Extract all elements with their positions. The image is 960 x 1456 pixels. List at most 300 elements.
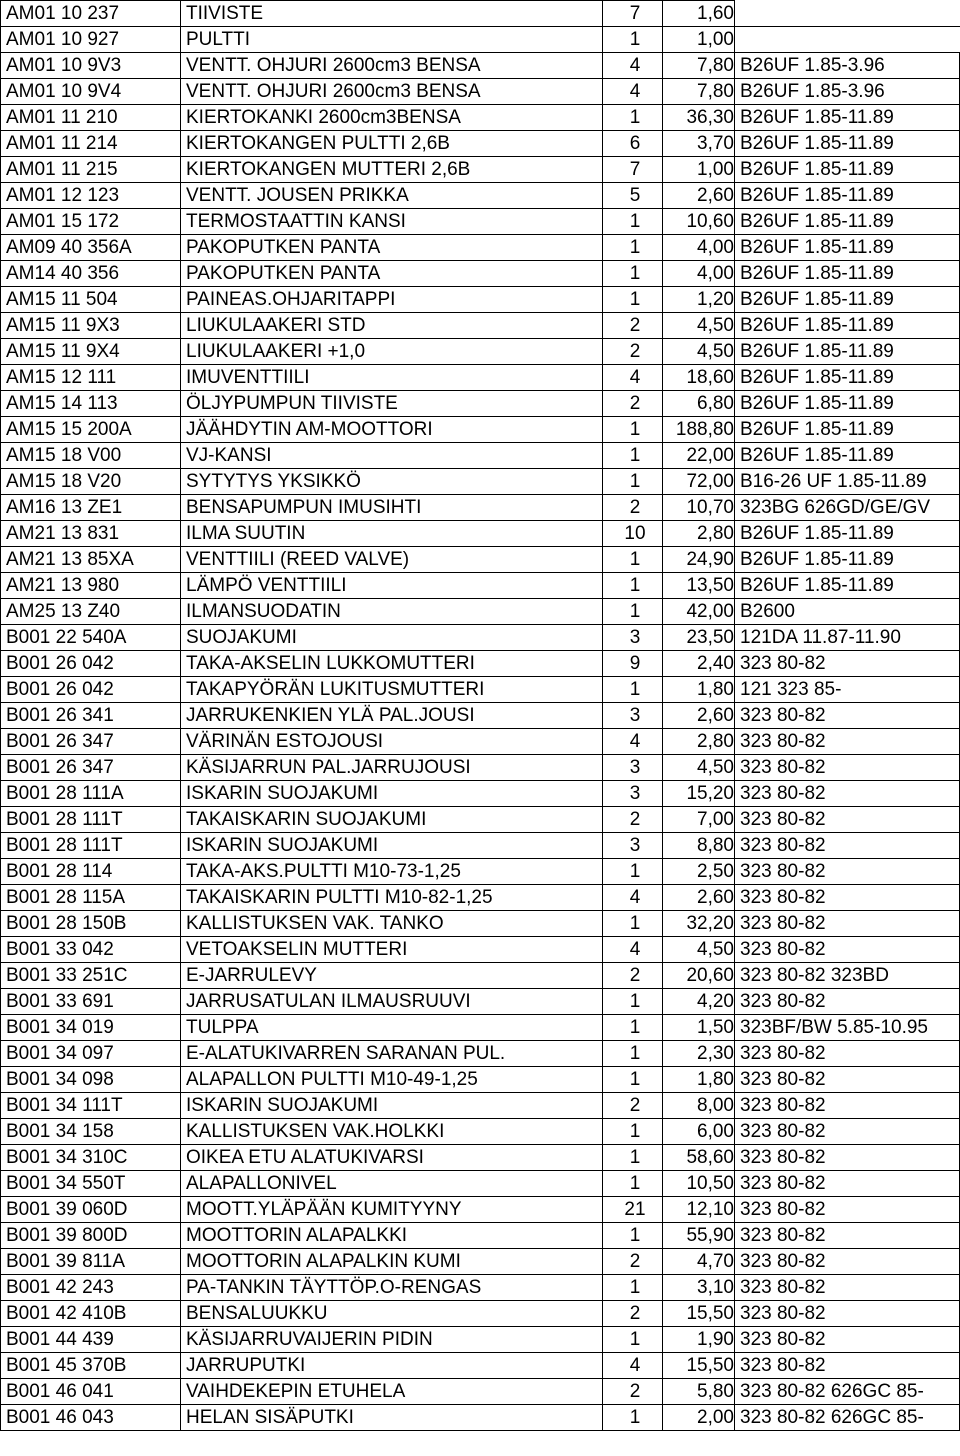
price-cell: 22,00 (663, 443, 735, 469)
table-row (1, 1067, 960, 1093)
quantity-cell: 1 (603, 1405, 663, 1431)
part-name-cell: KIERTOKANKI 2600cm3BENSA (181, 105, 603, 131)
table-row (1, 807, 960, 833)
table-row (1, 1379, 960, 1405)
table-row (1, 1301, 960, 1327)
part-number-cell: B001 39 811A (1, 1249, 181, 1275)
table-row (1, 391, 960, 417)
price-cell: 20,60 (663, 963, 735, 989)
price-cell: 10,50 (663, 1171, 735, 1197)
price-cell: 6,80 (663, 391, 735, 417)
table-row (1, 729, 960, 755)
part-name-cell: TIIVISTE (181, 1, 603, 27)
table-row (1, 339, 960, 365)
part-name-cell: BENSAPUMPUN IMUSIHTI (181, 495, 603, 521)
part-number-cell: B001 26 341 (1, 703, 181, 729)
model-note-cell: 323 80-82 (735, 703, 960, 729)
part-number-cell: B001 42 243 (1, 1275, 181, 1301)
model-note-cell: B26UF 1.85-3.96 (735, 53, 960, 79)
price-cell: 8,80 (663, 833, 735, 859)
part-number-cell: B001 26 042 (1, 677, 181, 703)
price-cell: 4,00 (663, 235, 735, 261)
model-note-cell: B26UF 1.85-11.89 (735, 235, 960, 261)
table-row (1, 781, 960, 807)
model-note-cell: 323 80-82 626GC 85- (735, 1379, 960, 1405)
quantity-cell: 1 (603, 27, 663, 53)
part-name-cell: E-JARRULEVY (181, 963, 603, 989)
part-number-cell: B001 34 019 (1, 1015, 181, 1041)
part-name-cell: JARRUSATULAN ILMAUSRUUVI (181, 989, 603, 1015)
part-name-cell: PULTTI (181, 27, 603, 53)
model-note-cell: 323 80-82 (735, 729, 960, 755)
parts-table-body (1, 1, 960, 1431)
model-note-cell: 323 80-82 (735, 1223, 960, 1249)
model-note-cell: B26UF 1.85-11.89 (735, 131, 960, 157)
quantity-cell: 3 (603, 625, 663, 651)
quantity-cell: 2 (603, 1379, 663, 1405)
price-cell: 4,20 (663, 989, 735, 1015)
price-cell: 24,90 (663, 547, 735, 573)
table-row (1, 599, 960, 625)
table-row (1, 209, 960, 235)
part-number-cell: B001 26 042 (1, 651, 181, 677)
quantity-cell: 2 (603, 391, 663, 417)
quantity-cell: 1 (603, 573, 663, 599)
quantity-cell: 2 (603, 963, 663, 989)
part-name-cell: HELAN SISÄPUTKI (181, 1405, 603, 1431)
model-note-cell: B26UF 1.85-11.89 (735, 573, 960, 599)
model-note-cell: 323 80-82 (735, 859, 960, 885)
quantity-cell: 1 (603, 417, 663, 443)
part-number-cell: B001 45 370B (1, 1353, 181, 1379)
table-row (1, 703, 960, 729)
model-note-cell: 323 80-82 (735, 911, 960, 937)
table-row (1, 755, 960, 781)
part-name-cell: VENTT. OHJURI 2600cm3 BENSA (181, 79, 603, 105)
model-note-cell: B26UF 1.85-11.89 (735, 157, 960, 183)
model-note-cell: B16-26 UF 1.85-11.89 (735, 469, 960, 495)
table-row (1, 443, 960, 469)
part-number-cell: AM14 40 356 (1, 261, 181, 287)
price-cell: 2,80 (663, 729, 735, 755)
part-name-cell: VÄRINÄN ESTOJOUSI (181, 729, 603, 755)
price-cell: 42,00 (663, 599, 735, 625)
table-row (1, 1171, 960, 1197)
price-cell: 2,60 (663, 885, 735, 911)
model-note-cell: B26UF 1.85-11.89 (735, 183, 960, 209)
model-note-cell: 323BG 626GD/GE/GV (735, 495, 960, 521)
quantity-cell: 2 (603, 313, 663, 339)
part-name-cell: ISKARIN SUOJAKUMI (181, 1093, 603, 1119)
price-cell: 7,80 (663, 79, 735, 105)
table-row (1, 183, 960, 209)
price-cell: 1,50 (663, 1015, 735, 1041)
table-row (1, 417, 960, 443)
table-row (1, 1405, 960, 1431)
part-name-cell: KALLISTUKSEN VAK.HOLKKI (181, 1119, 603, 1145)
part-name-cell: LIUKULAAKERI STD (181, 313, 603, 339)
part-number-cell: B001 33 691 (1, 989, 181, 1015)
model-note-cell: 323 80-82 (735, 755, 960, 781)
part-number-cell: B001 34 550T (1, 1171, 181, 1197)
price-cell: 15,50 (663, 1353, 735, 1379)
quantity-cell: 4 (603, 937, 663, 963)
model-note-cell: 323 80-82 (735, 1041, 960, 1067)
table-row (1, 859, 960, 885)
part-name-cell: TAKA-AKSELIN LUKKOMUTTERI (181, 651, 603, 677)
part-number-cell: B001 44 439 (1, 1327, 181, 1353)
quantity-cell: 7 (603, 1, 663, 27)
price-cell: 55,90 (663, 1223, 735, 1249)
part-number-cell: B001 28 114 (1, 859, 181, 885)
table-row (1, 833, 960, 859)
table-row (1, 287, 960, 313)
part-name-cell: ILMANSUODATIN (181, 599, 603, 625)
part-number-cell: B001 34 158 (1, 1119, 181, 1145)
part-number-cell: B001 28 150B (1, 911, 181, 937)
model-note-cell: B26UF 1.85-11.89 (735, 261, 960, 287)
price-cell: 2,50 (663, 859, 735, 885)
part-number-cell: AM21 13 980 (1, 573, 181, 599)
part-name-cell: PAINEAS.OHJARITAPPI (181, 287, 603, 313)
part-name-cell: PAKOPUTKEN PANTA (181, 235, 603, 261)
quantity-cell: 1 (603, 1275, 663, 1301)
table-row (1, 1015, 960, 1041)
price-cell: 5,80 (663, 1379, 735, 1405)
quantity-cell: 6 (603, 131, 663, 157)
table-row (1, 1197, 960, 1223)
quantity-cell: 2 (603, 339, 663, 365)
part-number-cell: AM15 11 9X3 (1, 313, 181, 339)
part-number-cell: AM01 10 9V3 (1, 53, 181, 79)
price-cell: 1,20 (663, 287, 735, 313)
table-row (1, 235, 960, 261)
table-row (1, 1041, 960, 1067)
part-name-cell: VENTT. OHJURI 2600cm3 BENSA (181, 53, 603, 79)
part-name-cell: ALAPALLON PULTTI M10-49-1,25 (181, 1067, 603, 1093)
quantity-cell: 4 (603, 729, 663, 755)
table-row (1, 469, 960, 495)
quantity-cell: 1 (603, 1067, 663, 1093)
part-number-cell: AM01 10 237 (1, 1, 181, 27)
model-note-cell: 323 80-82 (735, 807, 960, 833)
part-name-cell: TERMOSTAATTIN KANSI (181, 209, 603, 235)
part-name-cell: SUOJAKUMI (181, 625, 603, 651)
part-name-cell: ÖLJYPUMPUN TIIVISTE (181, 391, 603, 417)
part-number-cell: B001 46 043 (1, 1405, 181, 1431)
price-cell: 7,00 (663, 807, 735, 833)
price-cell: 32,20 (663, 911, 735, 937)
model-note-cell: 323 80-82 (735, 833, 960, 859)
part-number-cell: B001 39 800D (1, 1223, 181, 1249)
part-name-cell: JARRUKENKIEN YLÄ PAL.JOUSI (181, 703, 603, 729)
table-row (1, 1353, 960, 1379)
part-number-cell: AM15 18 V20 (1, 469, 181, 495)
model-note-cell: 323 80-82 (735, 1275, 960, 1301)
quantity-cell: 1 (603, 443, 663, 469)
price-cell: 4,00 (663, 261, 735, 287)
part-name-cell: ISKARIN SUOJAKUMI (181, 833, 603, 859)
model-note-cell: B26UF 1.85-11.89 (735, 391, 960, 417)
model-note-cell: 323 80-82 (735, 1301, 960, 1327)
quantity-cell: 2 (603, 1301, 663, 1327)
part-name-cell: MOOTT.YLÄPÄÄN KUMITYYNY (181, 1197, 603, 1223)
part-name-cell: LIUKULAAKERI +1,0 (181, 339, 603, 365)
table-row (1, 521, 960, 547)
part-number-cell: AM01 15 172 (1, 209, 181, 235)
part-number-cell: AM21 13 831 (1, 521, 181, 547)
part-name-cell: KÄSIJARRUN PAL.JARRUJOUSI (181, 755, 603, 781)
quantity-cell: 4 (603, 885, 663, 911)
part-number-cell: B001 22 540A (1, 625, 181, 651)
model-note-cell: 323 80-82 (735, 1119, 960, 1145)
quantity-cell: 1 (603, 1223, 663, 1249)
model-note-cell: B26UF 1.85-11.89 (735, 313, 960, 339)
quantity-cell: 1 (603, 859, 663, 885)
price-cell: 1,00 (663, 157, 735, 183)
quantity-cell: 1 (603, 287, 663, 313)
price-cell: 10,70 (663, 495, 735, 521)
price-cell: 1,60 (663, 1, 735, 27)
part-name-cell: OIKEA ETU ALATUKIVARSI (181, 1145, 603, 1171)
model-note-cell: B26UF 1.85-11.89 (735, 521, 960, 547)
table-row (1, 651, 960, 677)
part-number-cell: AM15 11 9X4 (1, 339, 181, 365)
price-cell: 2,60 (663, 703, 735, 729)
part-name-cell: ISKARIN SUOJAKUMI (181, 781, 603, 807)
table-row (1, 313, 960, 339)
quantity-cell: 1 (603, 1327, 663, 1353)
price-cell: 4,50 (663, 339, 735, 365)
part-name-cell: PAKOPUTKEN PANTA (181, 261, 603, 287)
table-row (1, 1275, 960, 1301)
part-number-cell: AM15 15 200A (1, 417, 181, 443)
part-number-cell: B001 34 111T (1, 1093, 181, 1119)
quantity-cell: 1 (603, 1119, 663, 1145)
model-note-cell: B26UF 1.85-11.89 (735, 287, 960, 313)
price-cell: 15,20 (663, 781, 735, 807)
model-note-cell: 323 80-82 (735, 1327, 960, 1353)
part-number-cell: AM15 18 V00 (1, 443, 181, 469)
table-row (1, 1327, 960, 1353)
part-name-cell: SYTYTYS YKSIKKÖ (181, 469, 603, 495)
model-note-cell: 323 80-82 (735, 651, 960, 677)
model-note-cell: B26UF 1.85-3.96 (735, 79, 960, 105)
part-name-cell: IMUVENTTIILI (181, 365, 603, 391)
table-row (1, 1119, 960, 1145)
table-row (1, 27, 960, 53)
quantity-cell: 4 (603, 1353, 663, 1379)
quantity-cell: 2 (603, 495, 663, 521)
model-note-cell: 323 80-82 (735, 885, 960, 911)
model-note-cell: 323 80-82 (735, 1171, 960, 1197)
part-number-cell: AM01 11 215 (1, 157, 181, 183)
part-number-cell: B001 46 041 (1, 1379, 181, 1405)
price-cell: 188,80 (663, 417, 735, 443)
model-note-cell: 323 80-82 (735, 1093, 960, 1119)
model-note-cell: 323 80-82 (735, 1249, 960, 1275)
quantity-cell: 1 (603, 911, 663, 937)
model-note-cell: 323 80-82 (735, 937, 960, 963)
table-row (1, 989, 960, 1015)
model-note-cell: B26UF 1.85-11.89 (735, 417, 960, 443)
model-note-cell: B26UF 1.85-11.89 (735, 365, 960, 391)
price-cell: 1,90 (663, 1327, 735, 1353)
part-name-cell: TULPPA (181, 1015, 603, 1041)
part-number-cell: B001 34 097 (1, 1041, 181, 1067)
quantity-cell: 1 (603, 105, 663, 131)
quantity-cell: 1 (603, 469, 663, 495)
part-name-cell: BENSALUUKKU (181, 1301, 603, 1327)
part-number-cell: AM25 13 Z40 (1, 599, 181, 625)
quantity-cell: 2 (603, 807, 663, 833)
table-row (1, 885, 960, 911)
part-name-cell: VAIHDEKEPIN ETUHELA (181, 1379, 603, 1405)
price-cell: 6,00 (663, 1119, 735, 1145)
part-number-cell: AM01 11 214 (1, 131, 181, 157)
model-note-cell: 323 80-82 (735, 1197, 960, 1223)
price-cell: 2,80 (663, 521, 735, 547)
part-number-cell: B001 42 410B (1, 1301, 181, 1327)
part-number-cell: AM01 12 123 (1, 183, 181, 209)
quantity-cell: 3 (603, 755, 663, 781)
part-name-cell: ALAPALLONIVEL (181, 1171, 603, 1197)
model-note-cell: B26UF 1.85-11.89 (735, 339, 960, 365)
part-number-cell: B001 33 251C (1, 963, 181, 989)
table-row (1, 963, 960, 989)
price-cell: 2,40 (663, 651, 735, 677)
part-number-cell: B001 28 111T (1, 807, 181, 833)
table-row (1, 937, 960, 963)
price-cell: 4,50 (663, 755, 735, 781)
part-name-cell: JARRUPUTKI (181, 1353, 603, 1379)
part-name-cell: ILMA SUUTIN (181, 521, 603, 547)
table-row (1, 625, 960, 651)
price-cell: 13,50 (663, 573, 735, 599)
quantity-cell: 1 (603, 547, 663, 573)
quantity-cell: 7 (603, 157, 663, 183)
part-name-cell: KIERTOKANGEN MUTTERI 2,6B (181, 157, 603, 183)
table-row (1, 573, 960, 599)
price-cell: 3,10 (663, 1275, 735, 1301)
quantity-cell: 1 (603, 235, 663, 261)
price-cell: 23,50 (663, 625, 735, 651)
part-number-cell: B001 28 111T (1, 833, 181, 859)
price-cell: 18,60 (663, 365, 735, 391)
quantity-cell: 3 (603, 781, 663, 807)
part-number-cell: B001 39 060D (1, 1197, 181, 1223)
model-note-cell: 121 323 85- (735, 677, 960, 703)
quantity-cell: 5 (603, 183, 663, 209)
table-row (1, 1093, 960, 1119)
model-note-cell: 323 80-82 (735, 781, 960, 807)
price-cell: 3,70 (663, 131, 735, 157)
quantity-cell: 21 (603, 1197, 663, 1223)
table-row (1, 1145, 960, 1171)
quantity-cell: 1 (603, 989, 663, 1015)
price-cell: 4,70 (663, 1249, 735, 1275)
price-cell: 8,00 (663, 1093, 735, 1119)
part-name-cell: MOOTTORIN ALAPALKKI (181, 1223, 603, 1249)
model-note-cell: 121DA 11.87-11.90 (735, 625, 960, 651)
table-row (1, 131, 960, 157)
model-note-cell: 323 80-82 (735, 1145, 960, 1171)
price-cell: 58,60 (663, 1145, 735, 1171)
quantity-cell: 4 (603, 79, 663, 105)
part-name-cell: VENTT. JOUSEN PRIKKA (181, 183, 603, 209)
part-number-cell: B001 34 098 (1, 1067, 181, 1093)
quantity-cell: 2 (603, 1093, 663, 1119)
model-note-cell: 323 80-82 323BD (735, 963, 960, 989)
model-note-cell: B26UF 1.85-11.89 (735, 547, 960, 573)
quantity-cell: 1 (603, 1041, 663, 1067)
price-cell: 36,30 (663, 105, 735, 131)
price-cell: 4,50 (663, 313, 735, 339)
quantity-cell: 9 (603, 651, 663, 677)
price-cell: 1,00 (663, 27, 735, 53)
quantity-cell: 4 (603, 53, 663, 79)
part-name-cell: MOOTTORIN ALAPALKIN KUMI (181, 1249, 603, 1275)
part-number-cell: B001 26 347 (1, 755, 181, 781)
part-number-cell: AM09 40 356A (1, 235, 181, 261)
part-number-cell: B001 26 347 (1, 729, 181, 755)
table-row (1, 677, 960, 703)
part-name-cell: TAKAISKARIN PULTTI M10-82-1,25 (181, 885, 603, 911)
part-number-cell: AM15 14 113 (1, 391, 181, 417)
part-number-cell: B001 28 115A (1, 885, 181, 911)
model-note-cell (735, 1, 960, 27)
part-name-cell: TAKAPYÖRÄN LUKITUSMUTTERI (181, 677, 603, 703)
model-note-cell: 323 80-82 626GC 85- (735, 1405, 960, 1431)
part-number-cell: AM01 10 927 (1, 27, 181, 53)
table-row (1, 79, 960, 105)
part-name-cell: PA-TANKIN TÄYTTÖP.O-RENGAS (181, 1275, 603, 1301)
model-note-cell: B26UF 1.85-11.89 (735, 209, 960, 235)
part-name-cell: KIERTOKANGEN PULTTI 2,6B (181, 131, 603, 157)
part-name-cell: VJ-KANSI (181, 443, 603, 469)
table-row (1, 261, 960, 287)
part-name-cell: JÄÄHDYTIN AM-MOOTTORI (181, 417, 603, 443)
part-number-cell: AM21 13 85XA (1, 547, 181, 573)
table-row (1, 547, 960, 573)
price-cell: 10,60 (663, 209, 735, 235)
quantity-cell: 1 (603, 1015, 663, 1041)
model-note-cell: 323BF/BW 5.85-10.95 (735, 1015, 960, 1041)
table-row (1, 53, 960, 79)
part-number-cell: AM01 11 210 (1, 105, 181, 131)
part-name-cell: KALLISTUKSEN VAK. TANKO (181, 911, 603, 937)
table-row (1, 1223, 960, 1249)
part-number-cell: B001 33 042 (1, 937, 181, 963)
price-cell: 72,00 (663, 469, 735, 495)
part-number-cell: AM15 11 504 (1, 287, 181, 313)
quantity-cell: 1 (603, 209, 663, 235)
quantity-cell: 1 (603, 261, 663, 287)
quantity-cell: 4 (603, 365, 663, 391)
table-row (1, 1, 960, 27)
part-number-cell: B001 34 310C (1, 1145, 181, 1171)
price-cell: 12,10 (663, 1197, 735, 1223)
quantity-cell: 3 (603, 833, 663, 859)
model-note-cell: B26UF 1.85-11.89 (735, 105, 960, 131)
quantity-cell: 1 (603, 677, 663, 703)
part-name-cell: LÄMPÖ VENTTIILI (181, 573, 603, 599)
part-name-cell: KÄSIJARRUVAIJERIN PIDIN (181, 1327, 603, 1353)
price-cell: 1,80 (663, 677, 735, 703)
table-row (1, 105, 960, 131)
model-note-cell (735, 27, 960, 53)
table-row (1, 1249, 960, 1275)
